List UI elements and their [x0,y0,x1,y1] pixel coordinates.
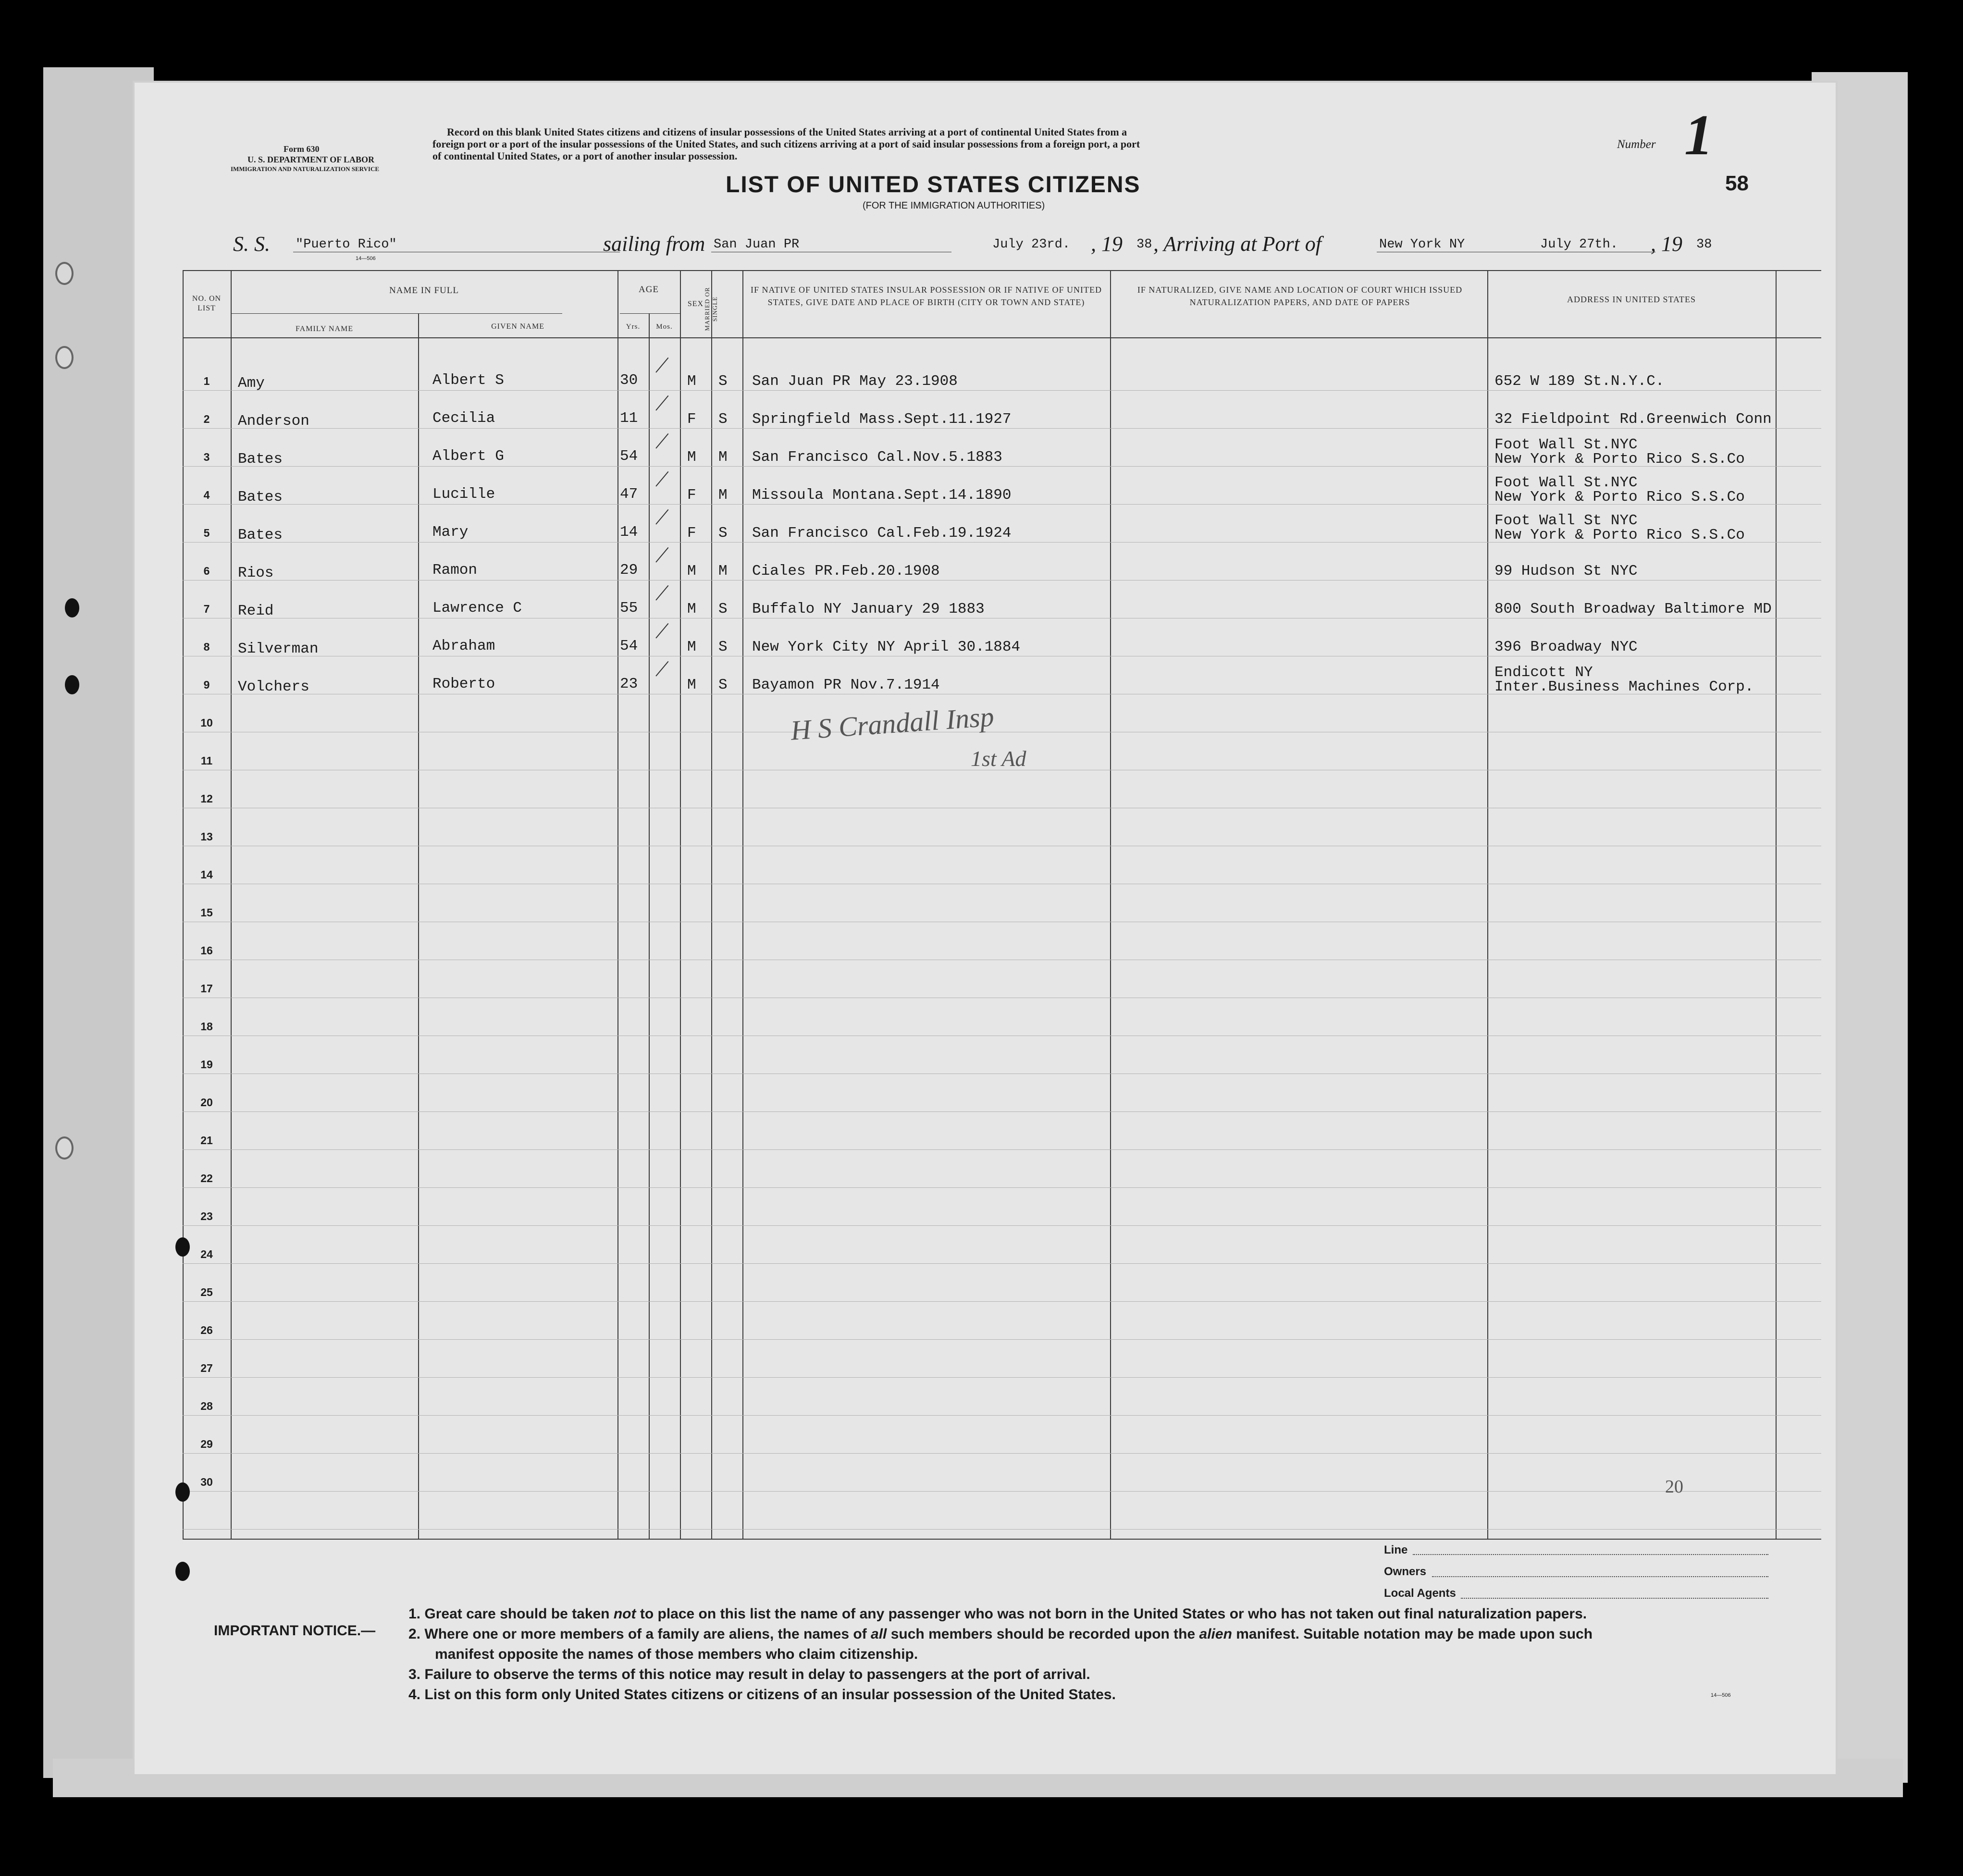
family-name: Volchers [238,679,309,695]
marital-status: S [718,601,728,617]
notice-item4-text: List on this form only United States citizens or citizens of an insular possession of the United States. [424,1687,1116,1703]
department: U. S. DEPARTMENT OF LABOR [247,155,375,164]
row-rule [183,1491,1821,1492]
row-number: 19 [200,1058,213,1071]
col-yrs: Yrs. [626,323,641,331]
birth-place-date: Buffalo NY January 29 1883 [752,601,985,617]
row-number: 11 [200,754,213,767]
tick-mark [655,358,668,373]
row-number: 1 [203,375,210,387]
given-name: Cecilia [432,410,495,427]
row-number: 16 [200,944,213,957]
row-number: 25 [200,1286,213,1298]
notice-item2-b: such members should be recorded upon the [890,1626,1196,1642]
handwritten-note-2: 1st Ad [971,746,1026,771]
sex: M [687,677,696,693]
form-number: Form 630 [284,144,320,154]
row-number: 2 [203,413,210,425]
col-mos: Mos. [656,323,673,331]
birth-place-date: Bayamon PR Nov.7.1914 [752,677,940,693]
family-name: Anderson [238,413,309,430]
col-married-single: MARRIED OR SINGLE [704,287,718,331]
address-line-1: 32 Fieldpoint Rd.Greenwich Conn [1494,411,1772,428]
col-given-name: GIVEN NAME [491,322,544,331]
name-header-divider [231,313,562,314]
given-name: Lawrence C [432,600,522,617]
row-number: 9 [203,679,210,691]
notice-item2-all: all [871,1626,887,1642]
sex: M [687,563,696,580]
arrival-date: July 27th. [1540,237,1618,252]
address-line-1: 396 Broadway NYC [1494,639,1638,655]
age-header-divider [620,313,680,314]
row-number: 18 [200,1020,213,1033]
address-line-1: 800 South Broadway Baltimore MD [1494,601,1772,617]
given-name: Ramon [432,562,478,579]
row-number: 22 [200,1172,213,1185]
given-name: Albert G [432,448,504,465]
row-number: 20 [200,1096,213,1109]
age-years: 29 [620,562,638,579]
depart-year: 38 [1136,237,1152,252]
address-line-1: 99 Hudson St NYC [1494,563,1638,580]
row-rule [183,1149,1821,1150]
arrival-port: New York NY [1379,237,1465,252]
row-rule [183,1529,1821,1530]
birth-place-date: San Juan PR May 23.1908 [752,373,958,390]
row-rule [183,1111,1821,1112]
footer-agents-label: Local Agents [1384,1587,1456,1600]
depart-year-prefix: , 19 [1091,232,1123,256]
notice-item2-num: 2. [408,1626,421,1642]
family-name: Reid [238,603,274,619]
sex: F [687,411,696,428]
address-line-1: Foot Wall St NYC [1494,512,1638,529]
row-number: 8 [203,641,210,653]
row-number: 17 [200,982,213,995]
binder-hole [55,262,74,285]
given-name: Abraham [432,638,495,654]
arrival-year-prefix: , 19 [1651,232,1682,256]
binder-hole [65,598,79,617]
handwritten-inspector-note: H S Crandall Insp [790,701,995,746]
age-years: 30 [620,372,638,389]
address-line-2: Inter.Business Machines Corp. [1494,679,1754,695]
binder-hole [55,346,74,369]
age-years: 11 [620,410,638,427]
age-years: 54 [620,448,638,465]
footer-line-dots [1413,1554,1768,1555]
birth-place-date: San Francisco Cal.Nov.5.1883 [752,449,1002,466]
col-naturalized: IF NATURALIZED, GIVE NAME AND LOCATION OF COURT WHICH ISSUED NATURALIZATION PAPERS, AND DATE OF PAPERS [1137,285,1463,307]
given-name: Mary [432,524,469,541]
col-line-9 [1110,270,1111,1539]
birth-place-date: San Francisco Cal.Feb.19.1924 [752,525,1012,542]
marital-status: S [718,677,728,693]
table-bottom-border [183,1539,1821,1540]
binder-hole [55,1136,74,1160]
notice-item3-text: Failure to observe the terms of this notice may result in delay to passengers at the port of arrival. [424,1666,1090,1682]
row-number: 27 [200,1362,213,1374]
tick-mark [655,661,668,677]
row-number: 23 [200,1210,213,1222]
form-sheet [135,83,1836,1774]
col-line-11 [1776,270,1777,1539]
binder-hole [175,1482,190,1502]
row-rule [183,1225,1821,1226]
notice-item4-num: 4. [408,1687,421,1703]
tick-mark [655,585,668,601]
address-line-2: New York & Porto Rico S.S.Co [1494,451,1745,468]
col-age: AGE [638,284,659,295]
sex: M [687,373,696,390]
row-number: 7 [203,603,210,615]
tick-mark [655,395,668,411]
sailing-from-label: sailing from [603,232,705,256]
row-number: 15 [200,906,213,919]
sex: F [687,487,696,504]
notice-item2-a: Where one or more members of a family are aliens, the names of [424,1626,867,1642]
address-line-2: New York & Porto Rico S.S.Co [1494,489,1745,506]
col-line-5 [649,313,650,1539]
notice-item1-b: to place on this list the name of any passenger who was not born in the United States or who has not taken out final naturalization papers. [640,1606,1587,1622]
row-rule [183,1377,1821,1378]
instructions-line2: foreign port or a port of the insular possessions of the United States, and such citizens arriving at a port of said insular possessions from a foreign port, a port [432,138,1140,150]
row-number: 21 [200,1134,213,1147]
col-line-10 [1487,270,1488,1539]
marital-status: S [718,373,728,390]
footer-owners-dots [1432,1576,1768,1578]
marital-status: M [718,449,728,466]
bottom-page-number: 20 [1665,1477,1683,1497]
marital-status: M [718,563,728,580]
table-top-border [183,270,1821,271]
row-rule [183,1339,1821,1340]
given-name: Roberto [432,676,495,692]
header-bottom-border [183,337,1821,338]
col-line-7 [711,270,712,1539]
birth-place-date: Springfield Mass.Sept.11.1927 [752,411,1012,428]
ship-name: "Puerto Rico" [296,237,397,252]
number-label: Number [1617,138,1656,151]
col-family-name: FAMILY NAME [295,325,354,333]
col-line-4 [617,270,618,1539]
binder-hole [175,1237,190,1257]
address-line-1: 652 W 189 St.N.Y.C. [1494,373,1665,390]
row-number: 24 [200,1248,213,1260]
sailing-from: San Juan PR [714,237,800,252]
age-years: 23 [620,676,638,692]
row-number: 4 [203,489,210,501]
corner-mark: 14—506 [1711,1692,1731,1698]
tick-mark [655,509,668,525]
row-rule [183,1453,1821,1454]
row-rule [183,1187,1821,1188]
service: IMMIGRATION AND NATURALIZATION SERVICE [231,165,380,173]
family-name: Rios [238,565,274,581]
number-value: 1 [1684,103,1713,167]
row-number: 5 [203,527,210,539]
sex: M [687,639,696,655]
notice-item-1 [408,1606,1587,1622]
marital-status: S [718,525,728,542]
col-sex: SEX [687,300,704,308]
arriving-label: , Arriving at Port of [1153,232,1321,256]
row-number: 12 [200,792,213,805]
col-line-3 [418,313,419,1539]
sex: F [687,525,696,542]
row-rule [183,428,1821,429]
page-stamp: 58 [1725,172,1749,195]
sex: M [687,449,696,466]
tick-mark [655,433,668,449]
address-line-1: Endicott NY [1494,664,1593,681]
sex: M [687,601,696,617]
tick-mark [655,471,668,487]
col-line-6 [680,270,681,1539]
footer-owners-label: Owners [1384,1565,1427,1578]
row-rule [183,390,1821,391]
notice-item2-alien: alien [1199,1626,1232,1642]
row-number: 3 [203,451,210,463]
form-subtitle: (FOR THE IMMIGRATION AUTHORITIES) [863,200,1045,211]
col-line-2 [231,270,232,1539]
depart-date: July 23rd. [992,237,1071,252]
birth-place-date: Ciales PR.Feb.20.1908 [752,563,940,580]
col-line-1 [183,270,184,1539]
row-number: 30 [200,1476,213,1488]
address-line-1: Foot Wall St.NYC [1494,474,1638,491]
row-number: 26 [200,1324,213,1336]
address-line-1: Foot Wall St.NYC [1494,436,1638,453]
col-name-in-full: NAME IN FULL [389,285,459,296]
notice-item1-a: Great care should be taken [424,1606,610,1622]
age-years: 54 [620,638,638,654]
age-years: 55 [620,600,638,617]
col-address: ADDRESS IN UNITED STATES [1567,295,1696,304]
row-rule [183,1263,1821,1264]
ship-prefix: S. S. [233,232,270,256]
row-rule [183,1301,1821,1302]
footer-agents-dots [1461,1598,1768,1599]
row-number: 6 [203,565,210,577]
notice-item-2-cont: manifest opposite the names of those members who claim citizenship. [435,1646,918,1662]
family-name: Bates [238,527,283,543]
row-rule [183,1415,1821,1416]
row-number: 29 [200,1438,213,1450]
col-line-8 [742,270,743,1539]
family-name: Amy [238,375,265,392]
family-name: Bates [238,451,283,468]
notice-item-4 [408,1687,1116,1703]
given-name: Albert S [432,372,504,389]
row-number: 10 [200,716,213,729]
footer-line-label: Line [1384,1543,1408,1556]
notice-item3-num: 3. [408,1666,421,1682]
arrival-year: 38 [1696,237,1712,252]
notice-item-2 [408,1626,1593,1642]
row-number: 14 [200,868,213,881]
binder-hole [65,675,79,694]
address-line-2: New York & Porto Rico S.S.Co [1494,527,1745,543]
family-name: Bates [238,489,283,506]
form-title: LIST OF UNITED STATES CITIZENS [726,172,1141,197]
age-years: 14 [620,524,638,541]
notice-item1-num: 1. [408,1606,421,1622]
age-years: 47 [620,486,638,503]
row-number: 13 [200,830,213,843]
marital-status: M [718,487,728,504]
marital-status: S [718,411,728,428]
tick-mark [655,547,668,563]
given-name: Lucille [432,486,495,503]
notice-heading: IMPORTANT NOTICE.— [214,1623,376,1639]
row-number: 28 [200,1400,213,1412]
family-name: Silverman [238,641,319,657]
instructions-line1: Record on this blank United States citizens and citizens of insular possessions of the United States arriving at a port of continental United States from a [447,126,1127,138]
col-birth: IF NATIVE OF UNITED STATES INSULAR POSSESSION OR IF NATIVE OF UNITED STATES, GIVE DATE AND PLACE OF BIRTH (CITY OR TOWN AND STATE) [750,285,1102,307]
notice-item1-not: not [613,1606,636,1622]
birth-place-date: New York City NY April 30.1884 [752,639,1021,655]
col-no-on-list: NO. ON LIST [192,295,222,312]
notice-item-3 [408,1666,1090,1683]
birth-place-date: Missoula Montana.Sept.14.1890 [752,487,1012,504]
marital-status: S [718,639,728,655]
notice-item2-c: manifest. Suitable notation may be made upon such [1236,1626,1593,1642]
instructions-line3: of continental United States, or a port of another insular possession. [432,150,738,162]
binder-hole [175,1562,190,1581]
printer-mark: 14—506 [356,256,376,261]
tick-mark [655,623,668,639]
